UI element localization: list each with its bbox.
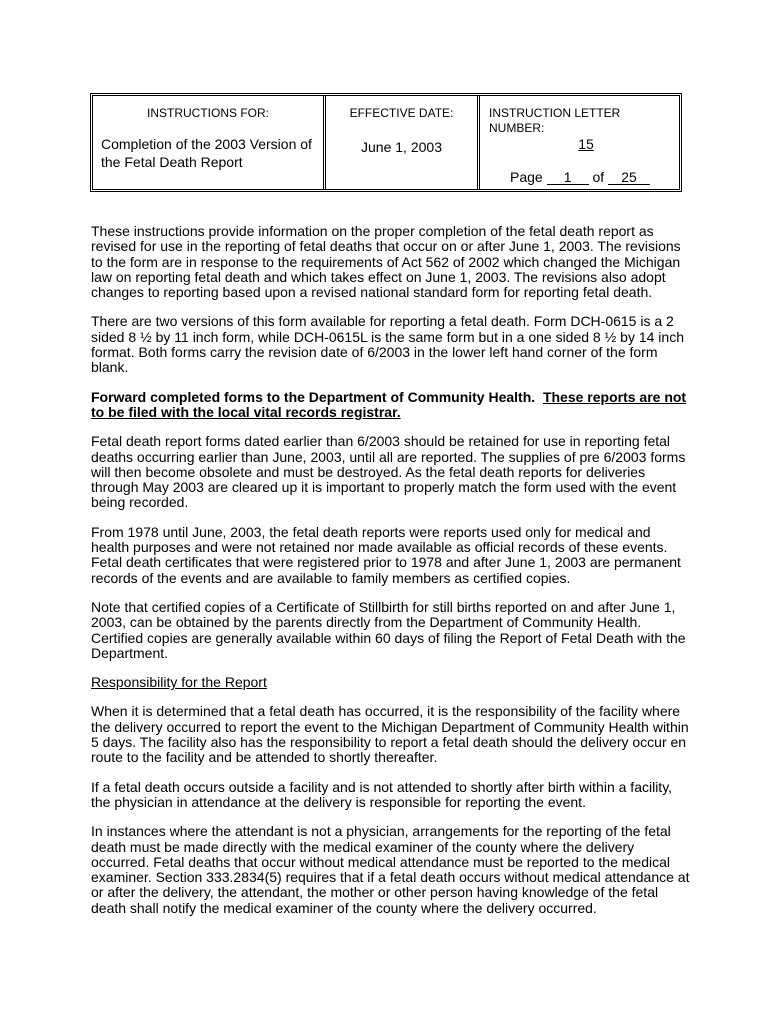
paragraph-facility-responsibility: When it is determined that a fetal death has occurred, it is the responsibility of the facility where the delivery occurred to report the event to the Michigan Department of Community Health within 5 days. The facility also has the responsibility to report a fetal death should the delivery occur en route to the facility and be attended to shortly thereafter. [91, 703, 689, 766]
section-heading-responsibility: Responsibility for the Report [91, 674, 267, 691]
instructions-for-value: Completion of the 2003 Version of the Fetal Death Report [101, 136, 312, 170]
paragraph-intro: These instructions provide information on the proper completion of the fetal death report as revised for use in the reporting of fetal deaths that occur on or after June 1, 2003. The revisions to the form are in response to the requirements of Act 562 of 2002 which changed the Michigan law on reporting fetal death and which takes effect on June 1, 2003. The revisions also adopt changes to reporting based upon a revised national standard form for reporting fetal death. [91, 223, 681, 301]
paragraph-forward-notice [91, 390, 691, 421]
forward-instruction: Forward completed forms to the Department of Community Health. [91, 388, 536, 405]
effective-date-value: June 1, 2003 [361, 139, 442, 155]
paragraph-certified-copies: Note that certified copies of a Certificate of Stillbirth for still births reported on and after June 1, 2003, can be obtained by the parents directly from the Department of Community Health. Certified copies are generally available within 60 days of filing the Report of Fetal Death with the Department. [91, 598, 686, 661]
letter-number-label: INSTRUCTION LETTER NUMBER: [489, 106, 621, 135]
paragraph-form-versions: There are two versions of this form available for reporting a fetal death. Form DCH-0615 is a 2 sided 8 ½ by 11 inch form, while DCH-0615L is the same form but in a one sided 8 ½ by 14 inch format. Both forms carry the revision date of 6/2003 in the lower left hand corner of the form blank. [91, 313, 684, 376]
paragraph-history: From 1978 until June, 2003, the fetal death reports were reports used only for medical and health purposes and were not retained nor made available as official records of these events. Fetal death certificates that were registered prior to 1978 and after June 1, 2003 are permanent records of the events and are available to family members as certified copies. [91, 523, 681, 586]
document-body [91, 224, 691, 930]
instructions-for-cell [93, 96, 326, 189]
paragraph-old-forms: Fetal death report forms dated earlier than 6/2003 should be retained for use in reporting fetal deaths occurring earlier than June, 2003, until all are reported. The supplies of pre 6/2003 forms will then become obsolete and must be destroyed. As the fetal death reports for deliveries through May 2003 are cleared up it is important to properly match the form used with the event being recorded. [91, 433, 686, 511]
page-current: 1 [547, 170, 589, 185]
page-indicator [510, 169, 650, 185]
page-of: of [592, 169, 605, 185]
not-local-registrar-warning: These reports are not to be filed with the local vital records registrar. [91, 388, 687, 420]
effective-date-label: EFFECTIVE DATE: [349, 106, 454, 120]
letter-number-value: 15 [578, 136, 594, 152]
header-table [90, 93, 682, 192]
instructions-for-label: INSTRUCTIONS FOR: [147, 106, 269, 120]
letter-number-cell [480, 96, 679, 189]
effective-date-cell [326, 96, 480, 189]
paragraph-non-physician: In instances where the attendant is not a physician, arrangements for the reporting of the fetal death must be made directly with the medical examiner of the county where the delivery occurred. Fetal deaths that occur without medical attendance must be reported to the medical examiner. Section 333.2834(5) requires that if a fetal death occurs without medical attendance at or after the delivery, the attendant, the mother or other person having knowledge of the fetal death shall notify the medical examiner of the county where the delivery occurred. [91, 823, 690, 916]
page-total: 25 [608, 170, 650, 185]
paragraph-outside-facility: If a fetal death occurs outside a facility and is not attended to shortly after birth within a facility, the physician in attendance at the delivery is responsible for reporting the event. [91, 778, 673, 810]
page-label: Page [510, 169, 543, 185]
